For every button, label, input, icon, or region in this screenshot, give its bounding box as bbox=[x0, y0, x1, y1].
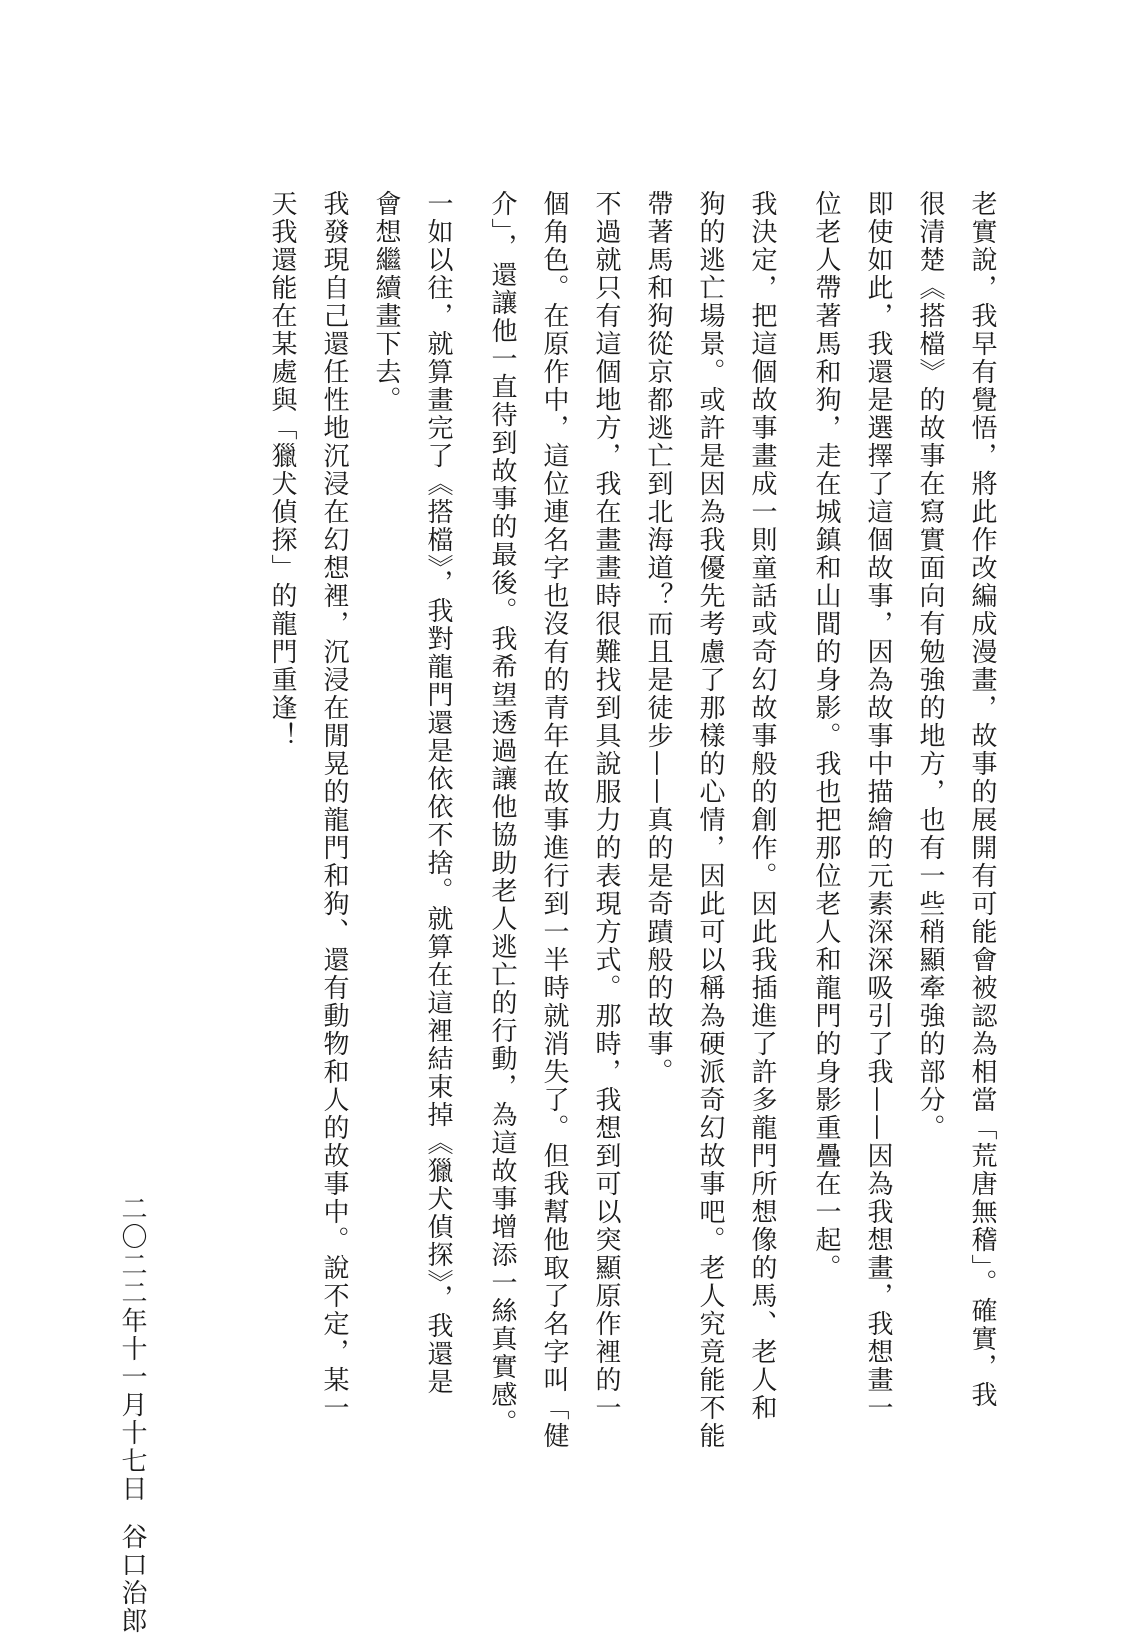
text-column: 不過就只有這個地方，我在畫畫時很難找到具說服力的表現方式。那時，我想到可以突顯原作裡的一 bbox=[591, 190, 621, 1422]
text-column: 老實說，我早有覺悟，將此作改編成漫畫，故事的展開有可能會被認為相當「荒唐無稽」。確實，我 bbox=[967, 190, 997, 1409]
text-column: 即使如此，我還是選擇了這個故事，因為故事中描繪的元素深深吸引了我——因為我想畫，我想畫一 bbox=[863, 190, 893, 1422]
text-column: 帶著馬和狗從京都逃亡到北海道？而且是徒步——真的是奇蹟般的故事。 bbox=[643, 190, 673, 1086]
text-column: 會想繼續畫下去。 bbox=[371, 190, 401, 414]
signature-block bbox=[112, 1195, 152, 1635]
signature-date: 二〇二二年十一月十七日 bbox=[117, 1195, 147, 1503]
text-column: 我決定，把這個故事畫成一則童話或奇幻故事般的創作。因此我插進了許多龍門所想像的馬、老人和 bbox=[747, 190, 777, 1422]
text-column: 天我還能在某處與「獵犬偵探」的龍門重逢！ bbox=[267, 190, 297, 750]
text-column: 狗的逃亡場景。或許是因為我優先考慮了那樣的心情，因此可以稱為硬派奇幻故事吧。老人究竟能不能 bbox=[695, 190, 725, 1450]
paragraph-6 bbox=[256, 190, 360, 1450]
paragraph-5 bbox=[360, 190, 464, 1450]
paragraph-gap bbox=[788, 190, 800, 1450]
text-column: 介」，還讓他一直待到故事的最後。我希望透過讓他協助老人逃亡的行動，為這故事增添一絲真實感。 bbox=[487, 190, 517, 1437]
afterword-text bbox=[256, 190, 1008, 1450]
text-column: 個角色。在原作中，這位連名字也沒有的青年在故事進行到一半時就消失了。但我幫他取了名字叫「健 bbox=[539, 190, 569, 1450]
paragraph-gap bbox=[464, 190, 476, 1450]
text-column: 一如以往，就算畫完了《搭檔》，我對龍門還是依依不捨。就算在這裡結束掉《獵犬偵探》，我還是 bbox=[423, 190, 453, 1396]
text-column: 很清楚《搭檔》的故事在寫實面向有勉強的地方，也有一些稍顯牽強的部分。 bbox=[915, 190, 945, 1142]
paragraph-3 bbox=[632, 190, 788, 1450]
signature-author: 谷口治郎 bbox=[117, 1523, 147, 1635]
paragraph-2 bbox=[800, 190, 904, 1450]
paragraph-1 bbox=[904, 190, 1008, 1450]
text-column: 我發現自己還任性地沉浸在幻想裡，沉浸在閒晃的龍門和狗、還有動物和人的故事中。說不定，某一 bbox=[319, 190, 349, 1422]
text-column: 位老人帶著馬和狗，走在城鎮和山間的身影。我也把那位老人和龍門的身影重疊在一起。 bbox=[811, 190, 841, 1282]
paragraph-4 bbox=[476, 190, 632, 1450]
